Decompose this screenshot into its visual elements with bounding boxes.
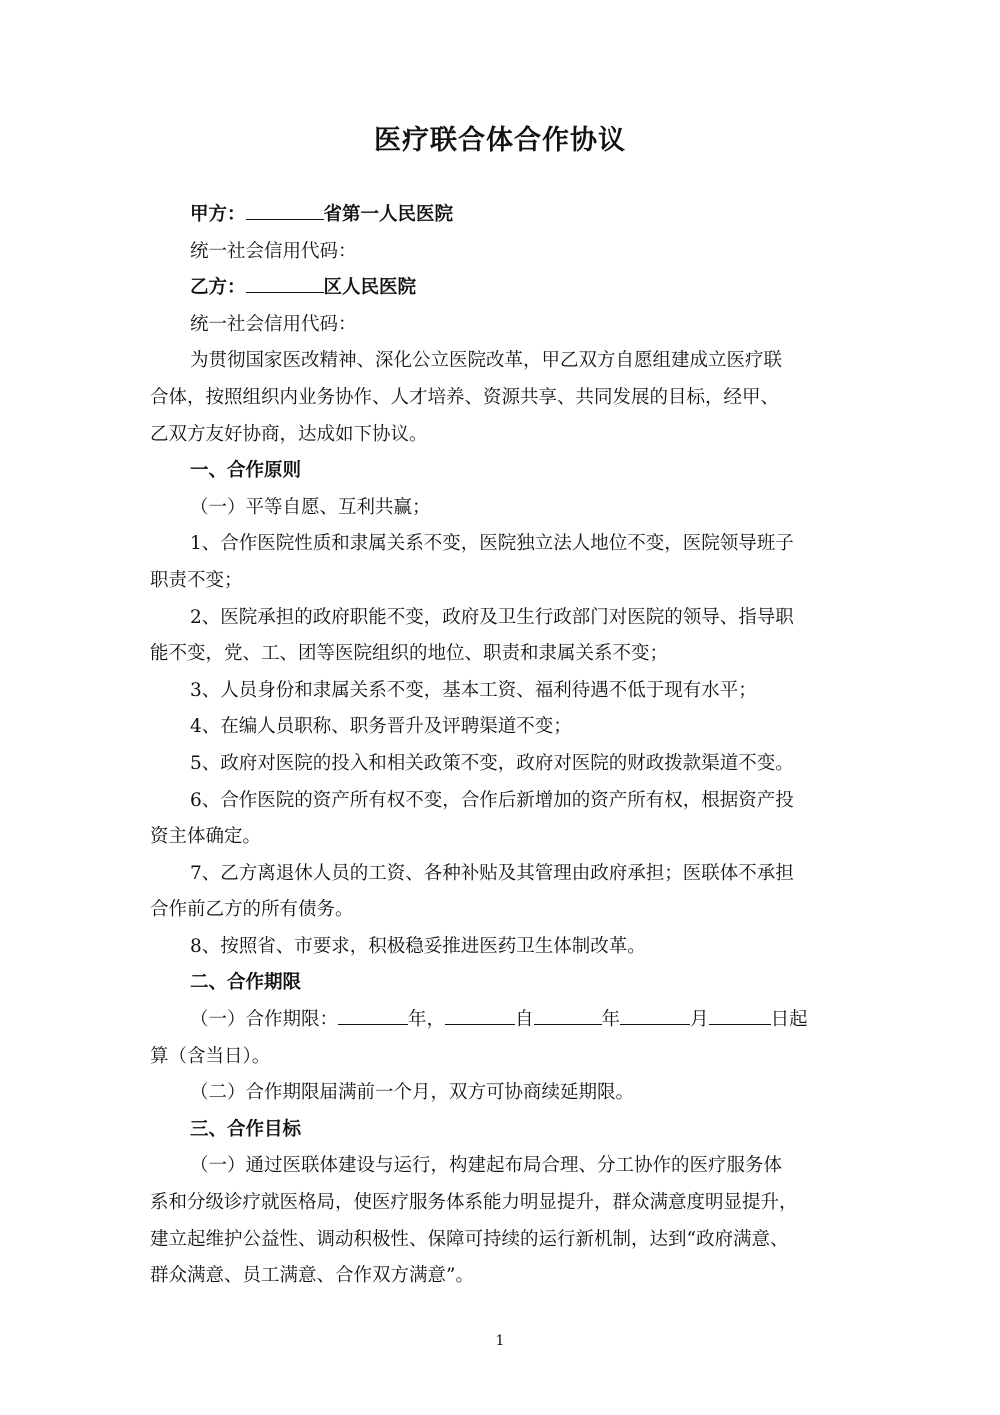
principle-line: 6、合作医院的资产所有权不变，合作后新增加的资产所有权，根据资产投 [190,789,794,811]
intro-line: 乙双方友好协商，达成如下协议。 [150,423,428,445]
term-text: （一）合作期限： [190,1009,339,1031]
term-years-blank [338,1002,408,1025]
section-3-heading: 三、合作目标 [190,1118,302,1140]
principle-line: 1、合作医院性质和隶属关系不变，医院独立法人地位不变，医院领导班子 [190,533,794,555]
goal-line: 系和分级诊疗就医格局，使医疗服务体系能力明显提升，群众满意度明显提升， [150,1192,798,1214]
term-text: 月 [690,1009,709,1031]
principle-item-2 [150,600,850,673]
principle-item-7 [150,856,850,929]
principle-item-3 [150,673,850,710]
principle-item-8 [150,929,850,966]
section-1-heading: 一、合作原则 [190,460,302,482]
intro-line: 为贯彻国家医改精神、深化公立医院改革，甲乙双方自愿组建成立医疗联 [190,350,783,372]
section-2-sub-2: （二）合作期限届满前一个月，双方可协商续延期限。 [190,1082,635,1104]
term-line-cont: 算（含当日）。 [150,1045,271,1067]
goal-line: 群众满意、员工满意、合作双方满意”。 [150,1265,474,1287]
principle-line: 7、乙方离退休人员的工资、各种补贴及其管理由政府承担；医联体不承担 [190,862,794,884]
party-b-blank [246,270,324,293]
party-a-line [150,197,850,234]
goal-paragraph [150,1148,850,1294]
party-a-blank [246,197,324,220]
principle-line: 资主体确定。 [150,826,262,848]
term-text: 自 [515,1009,534,1031]
credit-code-line-a: 统一社会信用代码： [190,240,357,262]
party-b-line [150,270,850,307]
term-line [150,1002,850,1039]
intro-line: 合体，按照组织内业务协作、人才培养、资源共享、共同发展的目标，经甲、 [150,386,780,408]
section-1-sub-1: （一）平等自愿、互利共赢； [190,496,431,518]
principle-item-1 [150,526,850,599]
credit-code-line-b: 统一社会信用代码： [190,313,357,335]
intro-paragraph [150,343,850,453]
principle-line: 8、按照省、市要求，积极稳妥推进医药卫生体制改革。 [190,935,646,957]
term-text: 日起 [770,1009,808,1031]
principle-item-6 [150,783,850,856]
party-b-name: 区人民医院 [323,277,417,299]
document-body [150,197,850,1295]
party-a-label: 甲方： [190,204,246,225]
principle-line: 4、在编人员职称、职务晋升及评聘渠道不变； [190,716,572,738]
principle-line: 能不变，党、工、团等医院组织的地位、职责和隶属关系不变； [150,643,669,665]
goal-line: 建立起维护公益性、调动积极性、保障可持续的运行新机制，达到“政府满意、 [150,1228,789,1250]
principle-line: 5、政府对医院的投入和相关政策不变，政府对医院的财政拨款渠道不变。 [190,752,794,774]
principle-item-4 [150,709,850,746]
party-a-name: 省第一人民医院 [323,204,454,225]
term-blank [445,1002,515,1025]
principle-line: 职责不变； [150,569,243,591]
section-2-heading: 二、合作期限 [190,972,302,994]
party-b-label: 乙方： [190,277,246,299]
term-text: 年 [601,1009,621,1031]
start-year-blank [534,1002,602,1025]
goal-line: （一）通过医联体建设与运行，构建起布局合理、分工协作的医疗服务体 [190,1155,783,1177]
term-clause [150,1002,850,1075]
principle-line: 合作前乙方的所有债务。 [150,899,354,921]
document-title: 医疗联合体合作协议 [374,125,626,156]
term-text: 年， [408,1009,446,1031]
start-day-blank [709,1002,771,1025]
start-month-blank [620,1002,690,1025]
principle-line: 2、医院承担的政府职能不变，政府及卫生行政部门对医院的领导、指导职 [190,606,794,628]
principle-line: 3、人员身份和隶属关系不变，基本工资、福利待遇不低于现有水平； [190,679,757,701]
page-number: 1 [495,1333,505,1349]
principle-item-5 [150,746,850,783]
